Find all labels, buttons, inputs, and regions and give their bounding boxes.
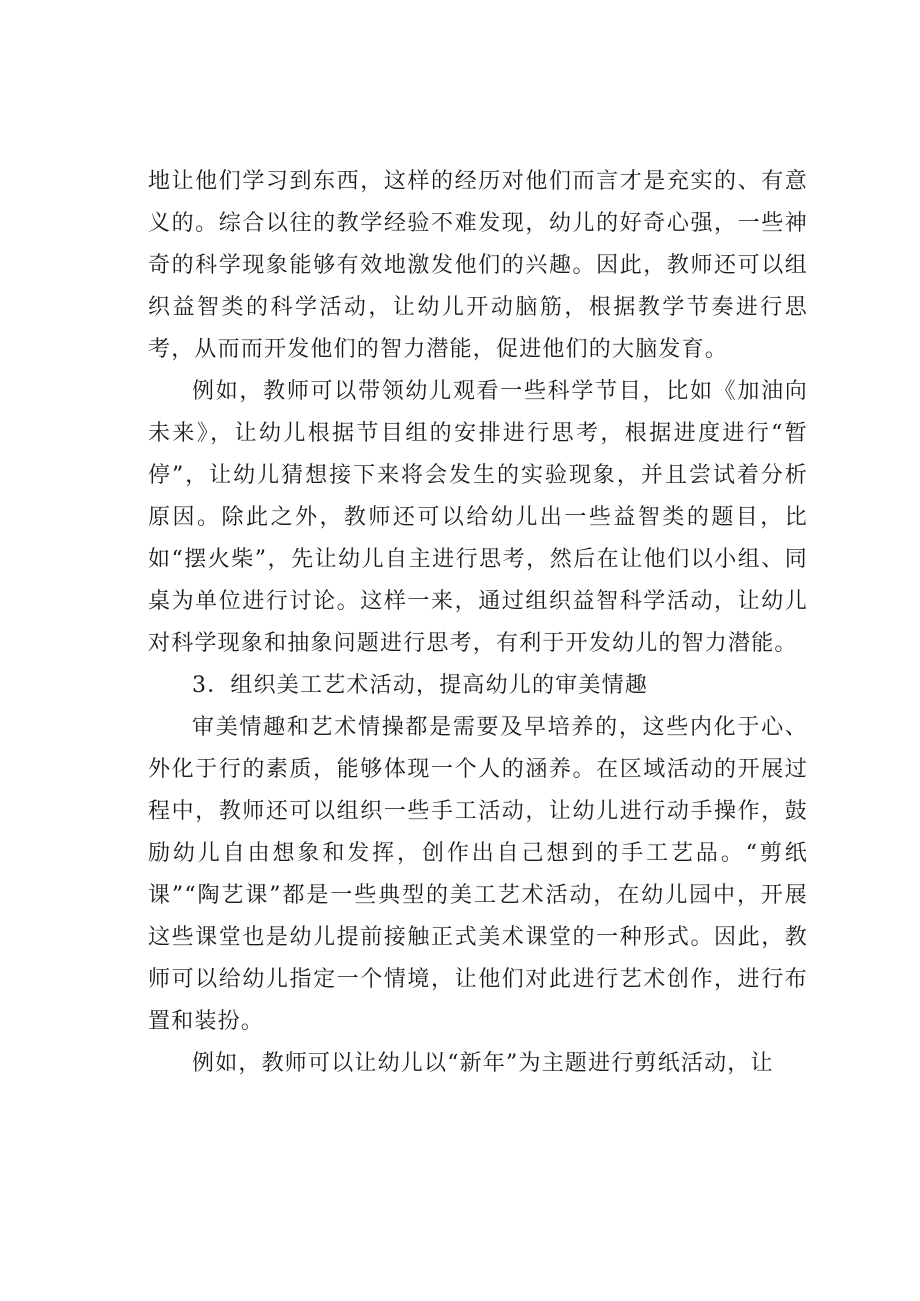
paragraph-example-science: 例如，教师可以带领幼儿观看一些科学节目，比如《加油向未来》，让幼儿根据节目组的安排进行思考，根据进度进行“暂停”，让幼儿猜想接下来将会发生的实验现象，并且尝试着分析原因。除此之外，教师还可以给幼儿出一些益智类的题目，比如“摆火柴”，先让幼儿自主进行思考，然后在让他们以小组、同桌为单位进行讨论。这样一来，通过组织益智科学活动，让幼儿对科学现象和抽象问题进行思考，有利于开发幼儿的智力潜能。 (148, 379, 808, 656)
paragraph-example-paper-cutting: 例如，教师可以让幼儿以“新年”为主题进行剪纸活动，让 (192, 1051, 774, 1076)
section-heading-art-activity: 3．组织美工艺术活动，提高幼儿的审美情趣 (192, 673, 648, 698)
paragraph-aesthetic: 审美情趣和艺术情操都是需要及早培养的，这些内化于心、外化于行的素质，能够体现一个人的涵养。在区域活动的开展过程中，教师还可以组织一些手工活动，让幼儿进行动手操作，鼓励幼儿自由想象和发挥，创作出自己想到的手工艺品。“剪纸课”“陶艺课”都是一些典型的美工艺术活动，在幼儿园中，开展这些课堂也是幼儿提前接触正式美术课堂的一种形式。因此，教师可以给幼儿指定一个情境，让他们对此进行艺术创作，进行布置和装扮。 (148, 715, 808, 1034)
paragraph-continuation: 地让他们学习到东西，这样的经历对他们而言才是充实的、有意义的。综合以往的教学经验不难发现，幼儿的好奇心强，一些神奇的科学现象能够有效地激发他们的兴趣。因此，教师还可以组织益智类的科学活动，让幼儿开动脑筋，根据教学节奏进行思考，从而而开发他们的智力潜能，促进他们的大脑发育。 (148, 169, 808, 362)
document-body (148, 161, 808, 1085)
